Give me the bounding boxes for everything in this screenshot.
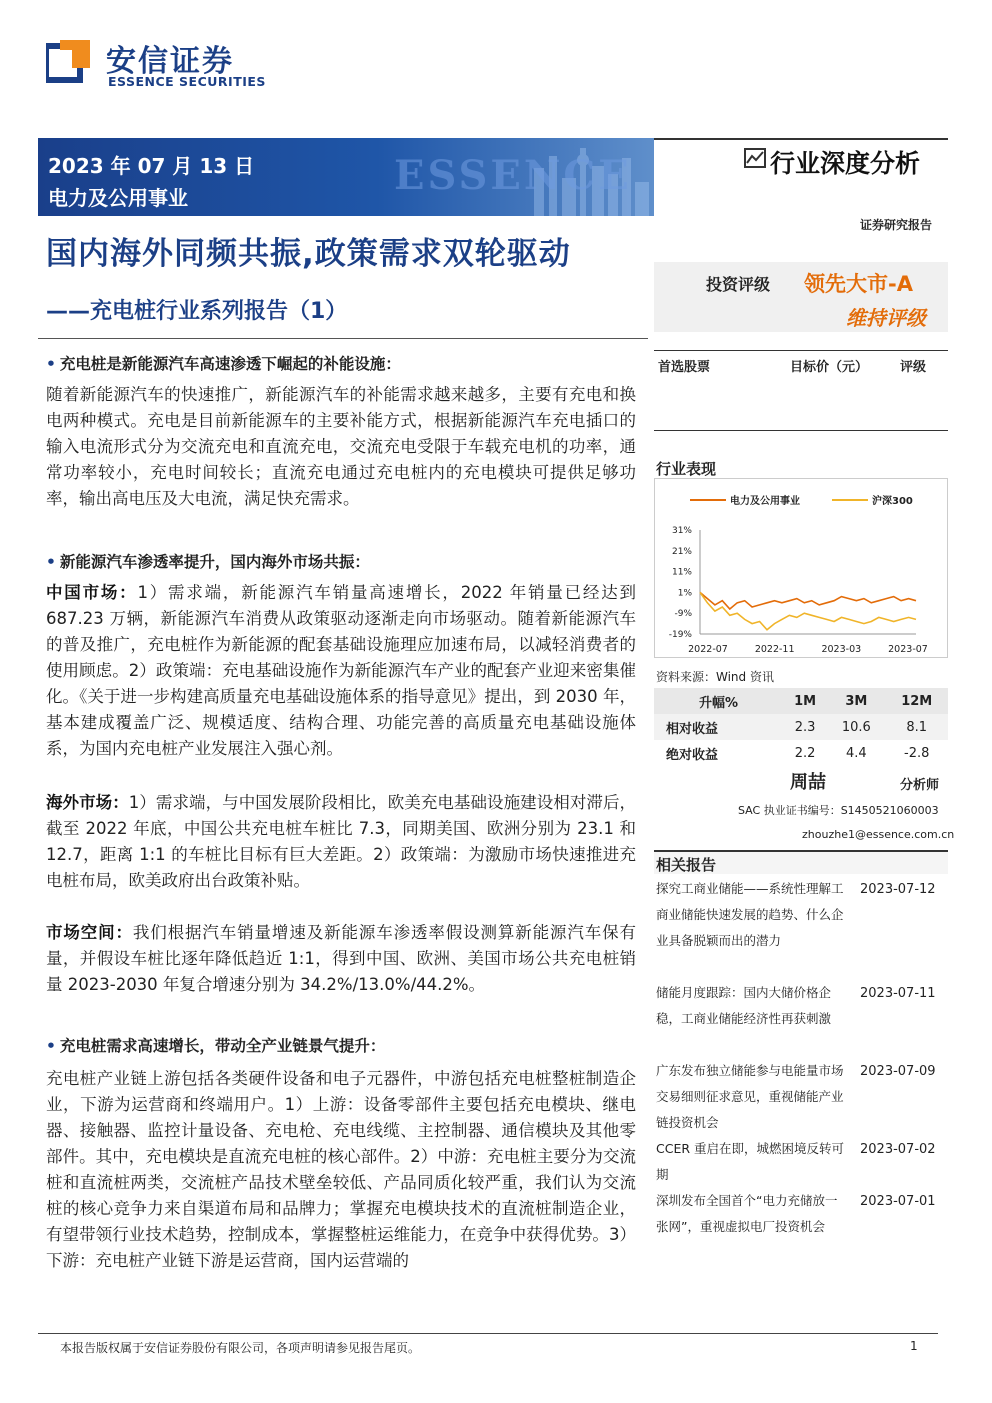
related-report-date: 2023-07-11 <box>860 986 936 1001</box>
main-title: 国内海外同频共振,政策需求双轮驱动 <box>46 236 571 272</box>
company-logo-mark <box>46 40 92 86</box>
banner-watermark: ESSENCE <box>394 152 632 199</box>
y-tick-label: 21% <box>671 546 692 557</box>
rating-label: 投资评级 <box>706 275 771 294</box>
footer-copyright: 本报告版权属于安信证券股份有限公司，各项声明请参见报告尾页。 <box>60 1341 421 1355</box>
related-report-date: 2023-07-01 <box>860 1194 936 1209</box>
performance-table-header <box>654 688 948 714</box>
related-report-date: 2023-07-12 <box>860 882 936 897</box>
body-paragraph <box>46 920 636 998</box>
related-reports-header <box>654 850 948 874</box>
related-report-link[interactable]: 深圳发布全国首个“电力充储放一张网”，重视虚拟电厂投资机会 <box>656 1193 838 1234</box>
paragraph-label: 中国市场： <box>46 583 138 602</box>
report-subtype: 证券研究报告 <box>860 218 933 232</box>
x-tick-label: 2022-07 <box>688 644 728 655</box>
report-date: 2023 年 07 月 13 日 <box>48 154 255 178</box>
series-line <box>700 592 916 609</box>
analyst-email[interactable]: zhouzhe1@essence.com.cn <box>802 828 955 841</box>
performance-table <box>654 688 948 766</box>
related-reports-title: 相关报告 <box>656 856 717 874</box>
y-tick-label: 1% <box>677 588 692 599</box>
x-tick-label: 2023-03 <box>821 644 862 655</box>
x-tick-label: 2023-07 <box>888 644 928 655</box>
series-line <box>700 592 916 629</box>
perf-header-cell: 3M <box>827 688 885 714</box>
y-tick-label: -19% <box>668 630 692 640</box>
y-tick-label: -9% <box>674 609 692 620</box>
related-report-link[interactable]: 储能月度跟踪：国内大储价格企稳，工商业储能经济性再获刺激 <box>656 985 832 1026</box>
body-paragraph: 随着新能源汽车的快速推广，新能源汽车的补能需求越来越多，主要有充电和换电两种模式。充电是目前新能源车的主要补能方式，根据新能源汽车充电插口的输入电流形式分为交流充电和直流充电，交流充电受限于车载充电机的功率，通常功率较小，充电时间较长；直流充电通过充电桩内的充电模块可提供足够功率，输出高电压及大电流，满足快充需求。 <box>46 385 636 508</box>
perf-cell: 8.1 <box>885 714 948 740</box>
perf-cell: 2.2 <box>794 745 816 761</box>
perf-cell: 10.6 <box>827 714 885 740</box>
perf-header-cell: 1M <box>783 688 827 714</box>
x-tick-label: 2022-11 <box>754 644 795 655</box>
perf-row-label: 绝对收益 <box>666 747 719 763</box>
paragraph-label: 海外市场： <box>46 793 129 812</box>
stocks-bottom-rule <box>654 430 948 431</box>
analyst-role: 分析师 <box>900 778 940 793</box>
chart-source: 资料来源：Wind 资讯 <box>656 670 774 684</box>
y-tick-label: 31% <box>671 526 692 536</box>
page-number: 1 <box>910 1339 918 1353</box>
related-report-link[interactable]: 探究工商业储能——系统性理解工商业储能快速发展的趋势、什么企业具备脱颖而出的潜力 <box>656 881 844 948</box>
sub-title: ——充电桩行业系列报告（1） <box>46 299 348 324</box>
perf-cell: 2.3 <box>783 714 827 740</box>
legend-label: 沪深300 <box>872 496 913 507</box>
bullet-icon: • <box>46 553 56 571</box>
stocks-top-rule <box>654 350 948 351</box>
rating-maintain: 维持评级 <box>846 306 926 330</box>
perf-header-cell: 12M <box>885 688 948 714</box>
industry-name: 电力及公用事业 <box>48 186 188 210</box>
title-divider <box>38 338 648 339</box>
stocks-header-rating: 评级 <box>900 360 927 375</box>
paragraph-text: 1）需求端，新能源汽车销量高速增长，2022 年销量已经达到 687.23 万辆，新能源汽车消费从政策驱动逐渐走向市场驱动。随着新能源汽车的普及推广，充电桩作为新能源的配套基础设施理应加速布局，以减轻消费者的使用顾虑。2）政策端：充电基础设施作为新能源汽车产业的配套产业迎来密集催化。《关于进一步构建高质量充电基础设施体系的指导意见》提出，到 2030 年，基本建成覆盖广泛、规模适度、结构合理、功能完善的高质量充电基础设施体系，为国内充电桩产业发展注入强心剂。 <box>46 583 637 758</box>
section-heading-text: 新能源汽车渗透率提升，国内海外市场共振： <box>59 553 370 571</box>
stocks-header-name: 首选股票 <box>658 360 711 375</box>
paragraph-label: 市场空间： <box>46 923 133 942</box>
analyst-name: 周喆 <box>790 772 826 793</box>
section-heading <box>46 352 401 374</box>
footer-rule <box>38 1333 938 1334</box>
perf-cell: 4.4 <box>845 745 867 761</box>
body-paragraph: 充电桩产业链上游包括各类硬件设备和电子元器件，中游包括充电桩整桩制造企业，下游为运营商和终端用户。1）上游：设备零部件主要包括充电模块、继电器、接触器、监控计量设备、充电枪、充电线缆、主控制器、通信模块及其他零部件。其中，充电模块是直流充电桩的核心部件。2）中游：充电桩主要分为交流桩和直流桩两类，交流桩产品技术壁垒较低、产品同质化较严重，我们认为交流桩的核心竞争力来自渠道布局和品牌力；掌握充电模块技术的直流桩制造企业，有望带领行业技术趋势，控制成本，掌握整桩运维能力，在竞争中获得优势。3）下游：充电桩产业链下游是运营商，国内运营端的 <box>46 1069 636 1270</box>
section-heading <box>46 1034 385 1056</box>
bullet-icon: • <box>46 355 56 373</box>
company-name-cn: 安信证券 <box>106 44 234 79</box>
paragraph-text: 我们根据汽车销量增速及新能源车渗透率假设测算新能源汽车保有量，并假设车桩比逐年降低趋近 1:1，得到中国、欧洲、美国市场公共充电桩销量 2023-2030 年复合增速分别为 34.2%/13.0%/44.2%。 <box>46 923 637 994</box>
section-heading <box>46 550 370 572</box>
related-report-date: 2023-07-09 <box>860 1064 936 1079</box>
body-paragraph <box>46 580 636 762</box>
legend-label: 电力及公用事业 <box>730 496 800 507</box>
section-heading-text: 充电桩是新能源汽车高速渗透下崛起的补能设施： <box>59 355 401 373</box>
table-row <box>654 740 948 766</box>
body-paragraph <box>46 790 636 894</box>
stocks-header-target: 目标价（元） <box>790 360 869 375</box>
company-name-en: ESSENCE SECURITIES <box>108 74 266 89</box>
related-report-link[interactable]: CCER 重启在即，城燃困境反转可期 <box>656 1141 845 1182</box>
related-report-link[interactable]: 广东发布独立储能参与电能量市场交易细则征求意见，重视储能产业链投资机会 <box>656 1063 844 1130</box>
report-banner <box>38 138 654 216</box>
y-tick-label: 11% <box>671 567 692 578</box>
performance-title: 行业表现 <box>656 460 717 478</box>
paragraph-text: 1）需求端，与中国发展阶段相比，欧美充电基础设施建设相对滞后，截至 2022 年底，中国公共充电桩车桩比 7.3，同期美国、欧洲分别为 23.1 和 12.7，距离 1:1 的车桩比目标有巨大差距。2）政策端：为激励市场快速推进充电桩布局，欧美政府出台政策补贴。 <box>46 793 637 890</box>
related-report-date: 2023-07-02 <box>860 1142 936 1157</box>
bullet-icon: • <box>46 1037 56 1055</box>
analyst-sac: SAC 执业证书编号：S1450521060003 <box>738 804 939 817</box>
perf-row-label: 相对收益 <box>654 714 783 740</box>
rating-value: 领先大市-A <box>804 272 913 296</box>
perf-header-cell: 升幅% <box>654 688 783 714</box>
section-heading-text: 充电桩需求高速增长，带动全产业链景气提升： <box>59 1037 386 1055</box>
performance-chart <box>654 478 948 658</box>
table-row <box>654 714 948 740</box>
perf-cell: -2.8 <box>904 745 930 761</box>
chart-trend-icon <box>744 148 766 168</box>
report-type: 行业深度分析 <box>770 149 921 178</box>
